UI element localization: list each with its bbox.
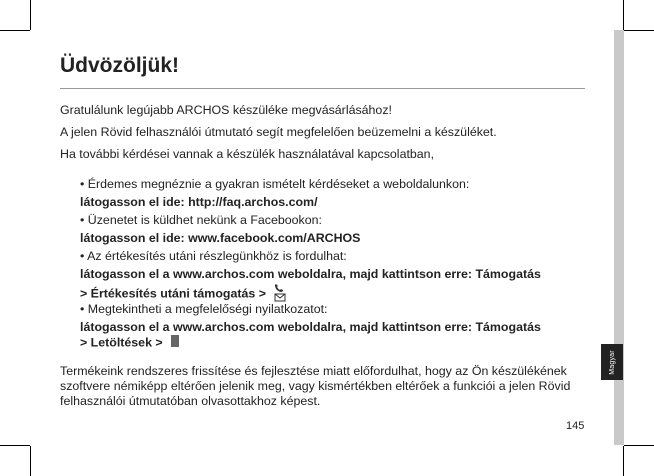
bullet-link: látogasson el a www.archos.com weboldalra, majd kattintson erre: Támogatás: [80, 320, 541, 334]
title-divider: [60, 88, 585, 89]
bullet-text: • Az értékesítés utáni részlegünkhöz is fordulhat:: [80, 249, 347, 263]
crop-mark-tl-v: [30, 0, 31, 30]
bullet-text: • Érdemes megnéznie a gyakran ismételt kérdéseket a weboldalunkon:: [80, 177, 470, 191]
crop-mark-tr-v: [623, 0, 624, 30]
bullet-link-text: > Letöltések >: [80, 335, 163, 350]
crop-mark-bl-h: [0, 445, 30, 446]
side-bar: [614, 30, 624, 445]
intro-line: Gratulálunk legújabb ARCHOS készüléke megvásárlásához!: [60, 103, 392, 117]
language-tab: [601, 344, 623, 380]
closing-paragraph: Termékeink rendszeres frissítése és fejlesztése miatt előfordulhat, hogy az Ön készülékének szoftvere némiképp eltérően jelenik meg, vagy kismértékben eltérőek a funkciói a jelen Rövid felhasználói útmutatóban olvasottakhoz képest.: [60, 364, 571, 408]
document-icon: [170, 335, 180, 351]
crop-mark-bl-v: [30, 446, 31, 476]
crop-mark-br-v: [623, 446, 624, 476]
bullet-text: • Üzenetet is küldhet nekünk a Facebookon:: [80, 213, 322, 227]
crop-mark-br-h: [624, 445, 654, 446]
bullet-link: látogasson el ide: www.facebook.com/ARCHOS: [80, 231, 361, 245]
bullet-link: látogasson el ide: http://faq.archos.com/: [80, 195, 318, 209]
bullet-link-text: > Értékesítés utáni támogatás >: [80, 286, 266, 301]
page-number: 145: [566, 420, 585, 432]
crop-mark-tl-h: [0, 30, 30, 31]
language-tab-label: Magyar: [608, 349, 616, 375]
page-title: Üdvözöljük!: [60, 54, 179, 77]
crop-mark-tr-h: [624, 30, 654, 31]
bullet-link: [80, 335, 180, 351]
intro-line: Ha további kérdései vannak a készülék használatával kapcsolatban,: [60, 147, 435, 161]
intro-line: A jelen Rövid felhasználói útmutató segít megfelelően beüzemelni a készüléket.: [60, 125, 497, 139]
bullet-link: látogasson el a www.archos.com weboldalra, majd kattintson erre: Támogatás: [80, 267, 541, 281]
bullet-text: • Megtekintheti a megfelelőségi nyilatkozatot:: [80, 302, 328, 316]
